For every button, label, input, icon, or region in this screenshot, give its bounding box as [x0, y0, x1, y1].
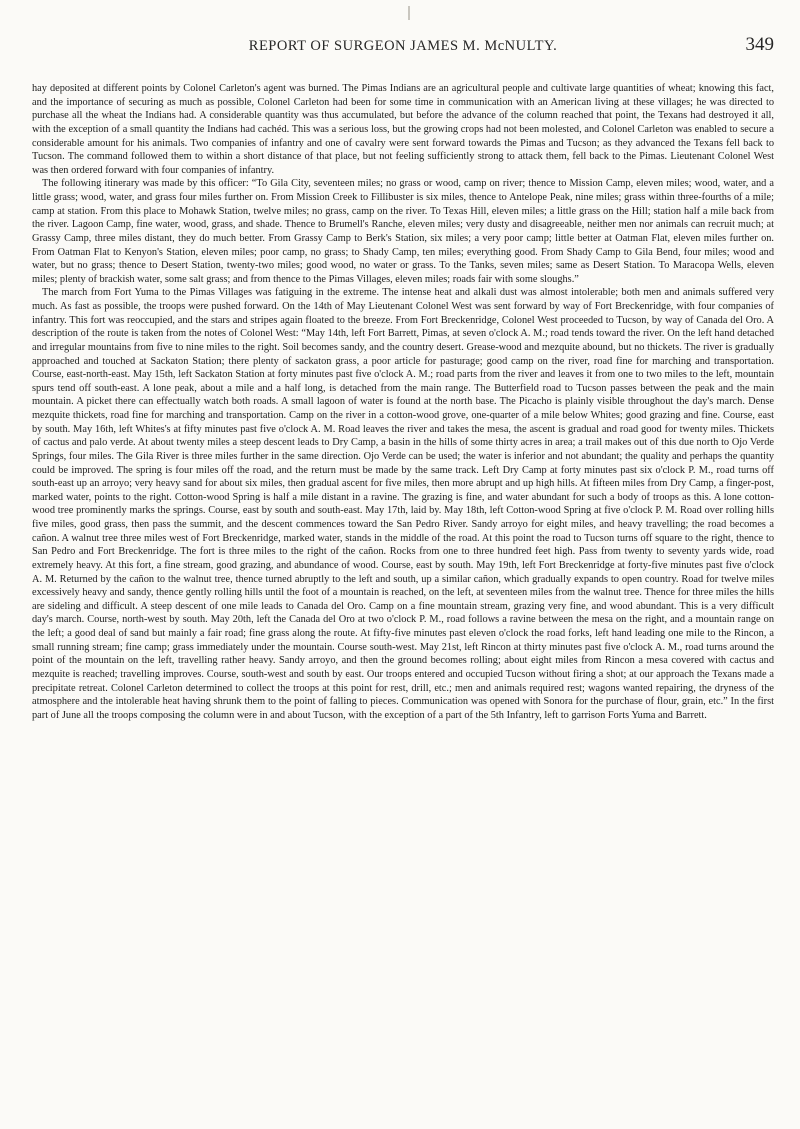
paragraph-2: The following itinerary was made by this officer: “To Gila City, seventeen miles; no grass or wood, camp on river; thence to Mission Camp, eleven miles; wood, water, and a little grass; wood, water, and grass four miles further on. From Mission Creek to Fillibuster is six miles, thence to Antelope Peak, nine miles; grass within three-fourths of a mile; camp at station. From this place to Mohawk Station, twelve miles; no grass, camp on the river. To Texas Hill, eleven miles; a little grass on the Hill; station half a mile back from the river. Lagoon Camp, fine water, wood, grass, and shade. Thence to Brumell's Ranche, eleven miles; very dusty and disagreeable, neither men nor animals can recruit much; at Grassy Camp, three miles distant, they do much better. From Grassy Camp to Berk's Station, six miles; a very poor camp; little better at Oatman Flat, eleven miles further on. From Oatman Flat to Kenyon's Station, eleven miles; poor camp, no grass; to Shady Camp, ten miles; everything good. From Shady Camp to Gila Bend, four miles; wood and water, but no grass; thence to Desert Station, twenty-two miles; good wood, no water or grass. To the Tanks, seven miles; same as Desert Station. To Maracopa Wells, eleven miles; plenty of brackish water, some salt grass; and from thence to the Pimas Villages, eleven miles; roads fair with some sloughs.” — [32, 178, 774, 285]
paragraph-1: hay deposited at different points by Colonel Carleton's agent was burned. The Pimas Indians are an agricultural people and cultivate large quantities of wheat; knowing this fact, and the importance of securing as much as possible, Colonel Carleton had been for some time in communication with an American living at these villages; he was directed to purchase all the wheat the Indians had. A considerable quantity was thus accumulated, but before the advance of the column reached that point, the Texans had destroyed it all, with the exception of a small quantity the Indians had cachéd. This was a serious loss, but the growing crops had not been molested, and Colonel Carleton was enabled to secure a considerable amount for his animals. Two companies of infantry and one of cavalry were sent forward towards the Pimas and Tucson; as they advanced the Texans fell back to Tucson. The command followed them to within a short distance of that place, but not feeling sufficiently strong to attack them, fell back to the Pimas. Lieutenant Colonel West was then ordered forward with four companies of infantry. — [32, 83, 774, 176]
paragraph-3: The march from Fort Yuma to the Pimas Villages was fatiguing in the extreme. The intense heat and alkali dust was almost intolerable; both men and animals suffered very much. As fast as possible, the troops were pushed forward. On the 14th of May Lieutenant Colonel West was sent forward by way of Fort Breckenridge, with four companies of infantry. This fort was reoccupied, and the stars and stripes again floated to the breeze. From Fort Breckenridge, Colonel West proceeded to Tucson, by way of Canada del Oro. A description of the route is taken from the notes of Colonel West: “May 14th, left Fort Barrett, Pimas, at seven o'clock A. M.; road tends toward the river. On the left hand detached and irregular mountains from five to nine miles to the right. Soil becomes sandy, and the country desert. Grease-wood and mezquite abound, but no thickets. The river is gradually approached and touched at Sackaton Station; there plenty of sackaton grass, a poor article for pasturage; good camp on the river, road fine for marching and transportation. Course, east-north-east. May 15th, left Sackaton Station at forty minutes past five o'clock A. M.; road parts from the river and leaves it from one to two miles to the left, mountain spurs tend off south-east. A lone peak, about a mile and a half long, is detached from the main range. The Butterfield road to Tucson passes between the peak and the main mountain. A picket there can effectually watch both roads. A small lagoon of water is found at the north base. The Picacho is plainly visible throughout the day's march. Dense mezquite thickets, road fine for marching and transportation. Camp on the river in a cotton-wood grove, one-quarter of a mile below Whites; good grazing and fine. Course, east by south. May 16th, left Whites's at fifty minutes past five o'clock A. M. Road leaves the river and takes the mesa, the ascent is gradual and road good for twenty miles. Thickets of cactus and palo verde. At about twenty miles a steep descent leads to Dry Camp, a basin in the hills of some thirty acres in area; a trail makes out of this due north to Ojo Verde Springs, four miles. The Gila River is three miles further in the same direction. Ojo Verde can be used; the water is inferior and not abundant; the quality and perhaps the quantity could be improved. The spring is four miles off the road, and the return must be made by the same track. Left Dry Camp at forty minutes past six o'clock P. M., road turns off south-east up an arroyo; very heavy sand for about six miles, then gradual ascent for five miles, then more abrupt and up high hills. At fifteen miles from Dry Camp, a finger-post, marked water, points to the right. Cotton-wood Spring is half a mile distant in a ravine. The grazing is fine, and water abundant for such a body of troops as this. A lone cotton-wood tree prominently marks the springs. Course, east by south and south-east. May 17th, laid by. May 18th, left Cotton-wood Spring at five o'clock P. M. Road over rolling hills five miles, good grass, then pass the summit, and the descent commences toward the San Pedro River. Sandy arroyo for eight miles, and heavy travelling; the road becomes a cañon. A walnut tree three miles west of Fort Breckenridge, marked water, stands in the middle of the road. At this point the road to Tucson turns off square to the right, thence to San Pedro and Fort Breckenridge. The fort is three miles to the right of the cañon. Rocks from one to three hundred feet high. Pass from twenty to seventy yards wide, road extremely heavy. At this fort, a fine stream, good grazing, and abundance of wood. Course, east by south. May 19th, left Fort Breckenridge at forty-five minutes past five o'clock A. M. Returned by the cañon to the walnut tree, thence turned abruptly to the left and south, up a similar cañon, which gradually expands to open country. Road for twelve miles excessively heavy and sandy, thence gently rolling hills until the foot of a mountain is reached, on the left, at seventeen miles from the walnut tree. Thence for three miles the hills are sideling and difficult. A steep descent of one mile leads to Canada del Oro. Camp on a fine mountain stream, grazing very fine, and wood abundant. This is a very difficult day's march. Course, north-west by south. May 20th, left the Canada del Oro at two o'clock P. M., road follows a ravine between the mesa on the right, and a mountain range on the left; a good deal of sand but mainly a fair road; fine grass along the route. At fifty-five minutes past eleven o'clock the road forks, left hand leading one mile to the Rincon, a small running stream; fine camp; grass immediately under the mountain. Course south-west. May 21st, left Rincon at thirty minutes past five o'clock A. M., road turns around the point of the mountain on the left, travelling rather heavy. Sandy arroyo, and then the ground becomes rolling; about eight miles from Rincon a mesa covered with cactus and mezquite is reached; travelling improves. Course, south-west and south by east. Our troops entered and occupied Tucson without firing a shot; at our approach the Texans made a precipitate retreat. Colonel Carleton determined to collect the troops at this point for rest, drill, etc.; men and animals required rest; wagons wanted repairing, the dryness of the atmosphere and the intolerable heat having shrunk them to the point of falling to pieces. Communication was opened with Sonora for the purchase of flour, grain, etc.” In the first part of June all the troops composing the column were in and about Tucson, with the exception of a part of the 5th Infantry, left to garrison Forts Yuma and Barrett. — [32, 287, 774, 721]
body-text — [32, 82, 774, 1102]
running-title: REPORT OF SURGEON JAMES M. McNULTY. — [248, 38, 558, 54]
running-head — [32, 34, 774, 62]
page-edge-mark — [408, 6, 410, 20]
page-number: 349 — [745, 34, 774, 55]
